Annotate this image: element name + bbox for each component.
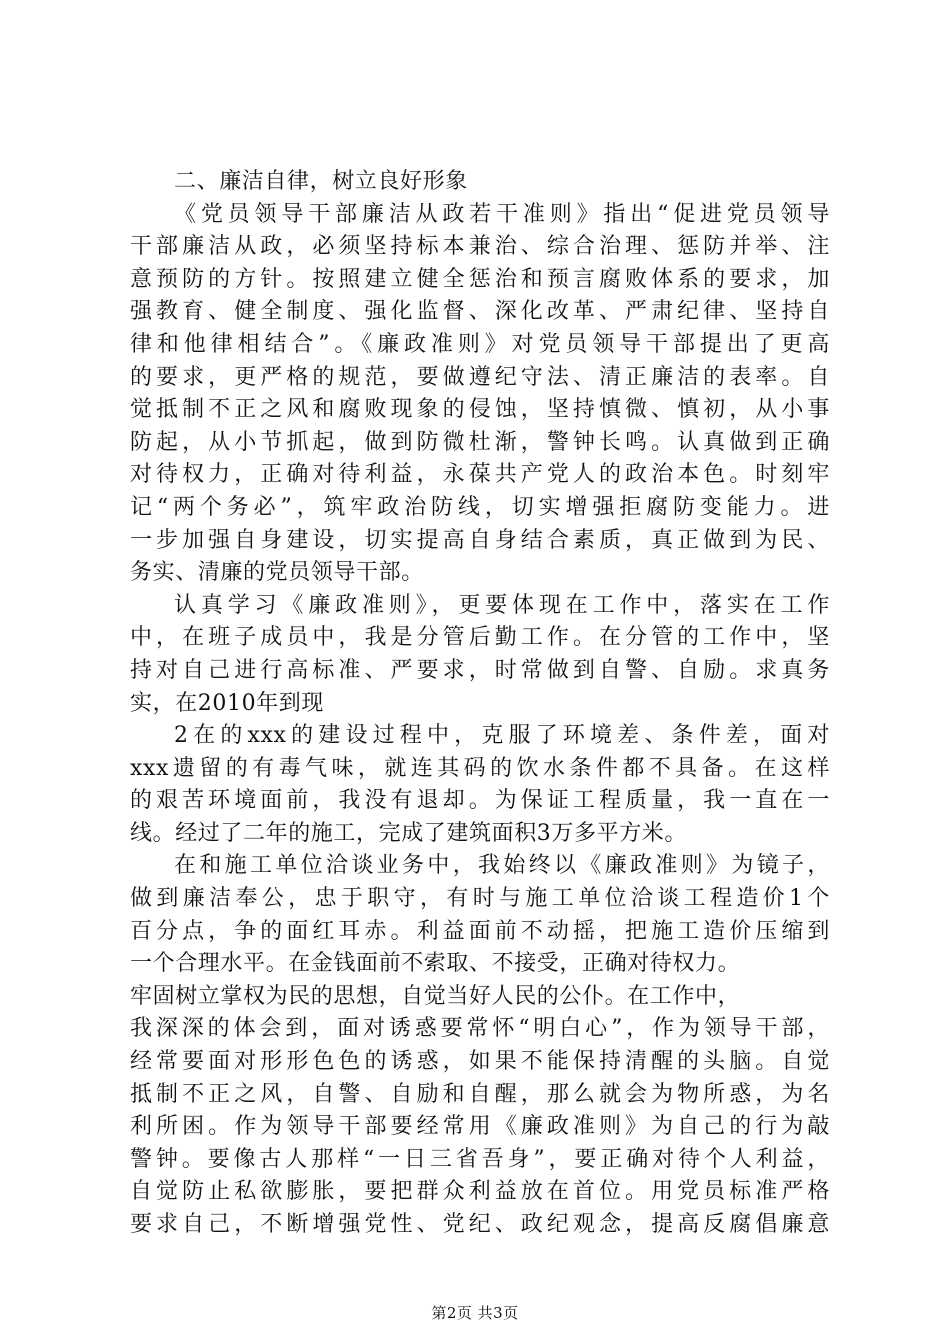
page-number-label: 第2页 共3页 — [431, 1304, 519, 1322]
section-heading: 二、廉洁自律，树立良好形象 — [174, 169, 468, 194]
text-line: 我深深的体会到，面对诱惑要常怀“明白心”，作为领导干部， — [130, 1016, 830, 1042]
text-line: 防起，从小节抓起，做到防微杜渐，警钟长鸣。认真做到正确 — [130, 429, 830, 455]
text-line: 牢固树立掌权为民的思想，自觉当好人民的公仆。在工作中， — [130, 983, 741, 1009]
text-line: xxx遗留的有毒气味，就连其码的饮水条件都不具备。在这样 — [130, 755, 830, 781]
text-line: 意预防的方针。按照建立健全惩治和预言腐败体系的要求，加 — [130, 266, 830, 292]
text-line: 经常要面对形形色色的诱惑，如果不能保持清醒的头脑。自觉 — [130, 1049, 830, 1075]
text-line: 的艰苦环境面前，我没有退却。为保证工程质量，我一直在一 — [130, 788, 830, 814]
text-line: 做到廉洁奉公，忠于职守，有时与施工单位洽谈工程造价1个 — [130, 886, 830, 912]
text-line: 利所困。作为领导干部要经常用《廉政准则》为自己的行为敲 — [130, 1114, 830, 1140]
text-line: 强教育、健全制度、强化监督、深化改革、严肃纪律、坚持自 — [130, 299, 830, 325]
page-footer — [0, 1302, 950, 1323]
text-line: 一步加强自身建设，切实提高自身结合素质，真正做到为民、 — [130, 527, 830, 553]
text-line: 务实、清廉的党员领导干部。 — [130, 560, 424, 586]
text-line: 记“两个务必”，筑牢政治防线，切实增强拒腐防变能力。进 — [130, 494, 830, 520]
text-line: 的要求，更严格的规范，要做遵纪守法、清正廉洁的表率。自 — [130, 364, 830, 390]
text-line: 2在的xxx的建设过程中，克服了环境差、条件差，面对 — [174, 723, 830, 749]
text-line: 百分点，争的面红耳赤。利益面前不动摇，把施工造价压缩到 — [130, 918, 830, 944]
text-line: 干部廉洁从政，必须坚持标本兼治、综合治理、惩防并举、注 — [130, 234, 830, 260]
text-line: 中，在班子成员中，我是分管后勤工作。在分管的工作中，坚 — [130, 625, 830, 651]
text-line: 持对自己进行高标准、严要求，时常做到自警、自励。求真务 — [130, 657, 830, 683]
text-line: 自觉防止私欲膨胀，要把群众利益放在首位。用党员标准严格 — [130, 1179, 830, 1205]
text-line: 线。经过了二年的施工，完成了建筑面积3万多平方米。 — [130, 820, 687, 846]
text-line: 在和施工单位洽谈业务中，我始终以《廉政准则》为镜子， — [174, 853, 830, 879]
body-text — [130, 166, 830, 1242]
text-line: 觉抵制不正之风和腐败现象的侵蚀，坚持慎微、慎初，从小事 — [130, 397, 830, 423]
text-line: 抵制不正之风，自警、自励和自醒，那么就会为物所惑，为名 — [130, 1081, 830, 1107]
text-line: 实，在2010年到现 — [130, 690, 324, 716]
text-line: 一个合理水平。在金钱面前不索取、不接受，正确对待权力。 — [130, 951, 741, 977]
text-line: 警钟。要像古人那样“一日三省吾身”，要正确对待个人利益， — [130, 1146, 830, 1172]
text-line: 《党员领导干部廉洁从政若干准则》指出“促进党员领导 — [174, 201, 830, 227]
text-line: 律和他律相结合”。《廉政准则》对党员领导干部提出了更高 — [130, 331, 830, 357]
text-line: 认真学习《廉政准则》，更要体现在工作中，落实在工作 — [174, 592, 830, 618]
text-line: 要求自己，不断增强党性、党纪、政纪观念，提高反腐倡廉意 — [130, 1212, 830, 1237]
text-line: 对待权力，正确对待利益，永葆共产党人的政治本色。时刻牢 — [130, 462, 830, 488]
